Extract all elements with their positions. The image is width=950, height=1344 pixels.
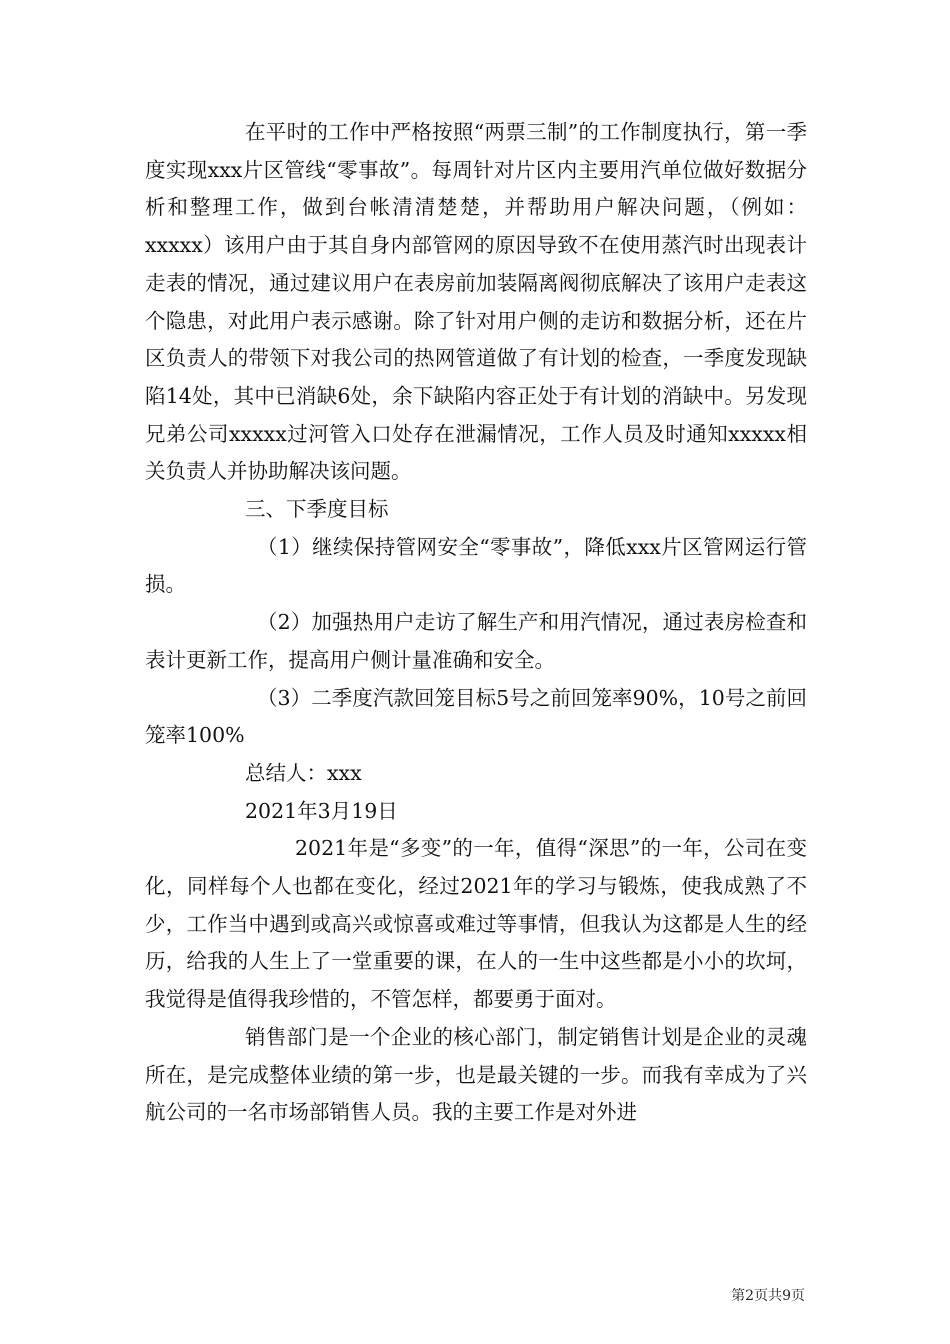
- goal-item-3: （3）二季度汽款回笼目标5号之前回笼率90%，10号之前回笼率100%: [145, 685, 807, 748]
- section-heading-next-quarter-goals: 三、下季度目标: [245, 497, 389, 522]
- goal-item-2: （2）加强热用户走访了解生产和用汽情况，通过表房检查和表计更新工作，提高用户侧计量准确和安全。: [145, 610, 807, 672]
- date-line: 2021年3月19日: [245, 798, 398, 823]
- document-body: [145, 114, 807, 1132]
- paragraph-year-reflection: 2021年是“多变”的一年，值得“深思”的一年，公司在变化，同样每个人也都在变化，经过2021年的学习与锻炼，使我成熟了不少，工作当中遇到或高兴或惊喜或难过等事情，但我认为这都是人生的经历，给我的人生上了一堂重要的课，在人的一生中这些都是小小的坎坷，我觉得是值得我珍惜的，不管怎样，都要勇于面对。: [145, 836, 807, 1012]
- goal-item-1: （1）继续保持管网安全“零事故”，降低xxx片区管网运行管损。: [145, 534, 807, 597]
- paragraph-work-summary: 在平时的工作中严格按照“两票三制”的工作制度执行，第一季度实现xxx片区管线“零事故”。每周针对片区内主要用汽单位做好数据分析和整理工作，做到台帐清清楚楚，并帮助用户解决问题，（例如：xxxxx）该用户由于其自身内部管网的原因导致不在使用蒸汽时出现表计走表的情况，通过建议用户在表房前加装隔离阀彻底解决了该用户走表这个隐患，对此用户表示感谢。除了针对用户侧的走访和数据分析，还在片区负责人的带领下对我公司的热网管道做了有计划的检查，一季度发现缺陷14处，其中已消缺6处，余下缺陷内容正处于有计划的消缺中。另发现兄弟公司xxxxx过河管入口处存在泄漏情况，工作人员及时通知xxxxx相关负责人并协助解决该问题。: [145, 120, 807, 484]
- page-number-footer: 第2页共9页: [731, 1288, 805, 1304]
- paragraph-sales-department: 销售部门是一个企业的核心部门，制定销售计划是企业的灵魂所在，是完成整体业绩的第一步，也是最关键的一步。而我有幸成为了兴航公司的一名市场部销售人员。我的主要工作是对外进: [145, 1024, 807, 1125]
- summarizer-line: 总结人：xxx: [245, 760, 362, 785]
